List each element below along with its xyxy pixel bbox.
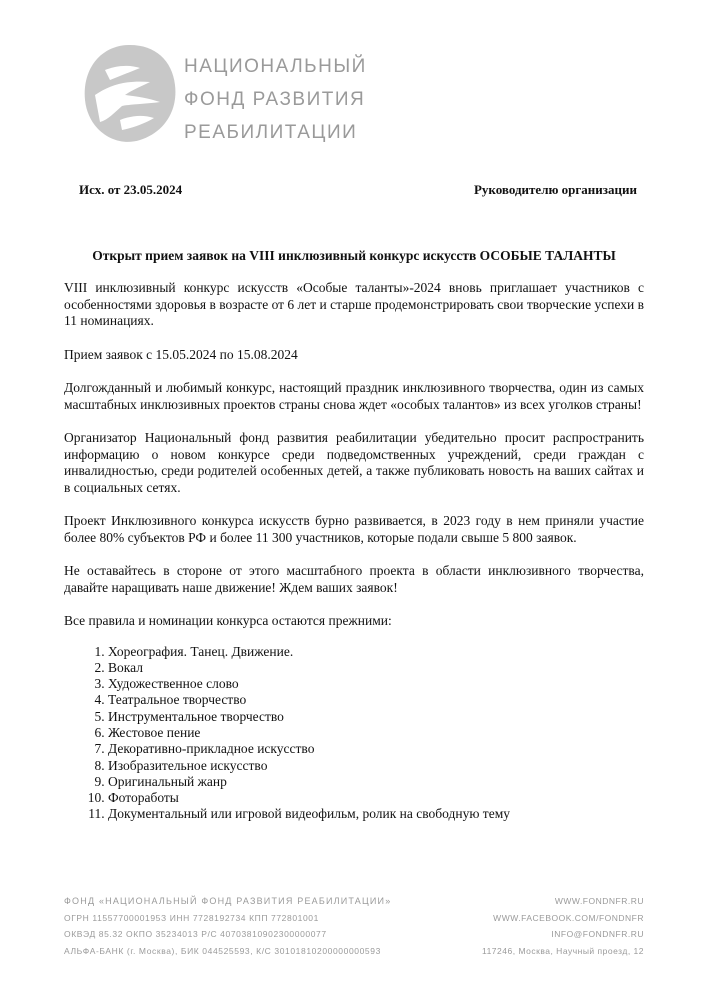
footer-org-name: ФОНД «НАЦИОНАЛЬНЫЙ ФОНД РАЗВИТИЯ РЕАБИЛИТАЦИИ»: [64, 896, 392, 906]
list-item: 7. Декоративно-прикладное искусство: [108, 741, 644, 757]
list-item: 11. Документальный или игровой видеофильм, ролик на свободную тему: [108, 806, 644, 822]
paragraph: VIII инклюзивный конкурс искусств «Особые таланты»-2024 вновь приглашает участников с особенностями здоровья в возрасте от 6 лет и старше продемонстрировать свои творческие успехи в 11 номинациях.: [64, 280, 644, 328]
footer-line: АЛЬФА-БАНК (г. Москва), БИК 044525593, К/С 30101810200000000593: [64, 945, 381, 956]
letter-body: [64, 280, 644, 823]
footer-line: ОГРН 1155770000195З ИНН 7728192734 КПП 772801001: [64, 912, 319, 923]
contacts: [482, 893, 644, 959]
logo-line: РЕАБИЛИТАЦИИ: [184, 122, 358, 143]
list-item: 3. Художественное слово: [108, 676, 644, 692]
address: 117246, Москва, Научный проезд, 12: [481, 945, 644, 956]
paragraph: Проект Инклюзивного конкурса искусств бурно развивается, в 2023 году в нем приняли участие более 80% субъектов РФ и более 11 300 участников, которые подали свыше 5 800 заявок.: [64, 513, 644, 545]
addressee: Руководителю организации: [473, 182, 637, 197]
logo-line: НАЦИОНАЛЬНЫЙ: [184, 56, 367, 77]
letter-title: Открыт прием заявок на VIII инклюзивный конкурс искусств ОСОБЫЕ ТАЛАНТЫ: [92, 248, 616, 263]
paragraph: Не оставайтесь в стороне от этого масштабного проекта в области инклюзивного творчества, давайте наращивать наше движение! Ждем ваших заявок!: [64, 563, 644, 595]
nominations-list: [64, 644, 644, 823]
list-item: 10. Фотоработы: [108, 790, 644, 806]
organization-logo: [80, 40, 367, 150]
paragraph: Организатор Национальный фонд развития реабилитации убедительно просит распространить информацию о новом конкурсе среди подведомственных учреждений, среди граждан с инвалидностью, среди родителей особенных детей, а также публиковать новость на ваших сайтах и в социальных сетях.: [64, 430, 644, 495]
list-item: 8. Изобразительное искусство: [108, 758, 644, 774]
website-link[interactable]: WWW.FONDNFR.RU: [554, 896, 644, 906]
email-link[interactable]: INFO@FONDNFR.RU: [551, 929, 644, 939]
list-item: 6. Жестовое пение: [108, 725, 644, 741]
footer-line: ОКВЭД 85.32 ОКПО 35234013 Р/С 40703810902300000077: [64, 929, 327, 939]
list-item: 5. Инструментальное творчество: [108, 709, 644, 725]
requisites: [64, 893, 391, 959]
list-item: 1. Хореография. Танец. Движение.: [108, 644, 644, 660]
paragraph: Все правила и номинации конкурса остаются прежними:: [64, 613, 392, 628]
paragraph: Долгожданный и любимый конкурс, настоящий праздник инклюзивного творчества, один из самых масштабных инклюзивных проектов страны снова ждет «особых талантов» из всех уголков страны!: [64, 380, 644, 412]
list-item: 4. Театральное творчество: [108, 692, 644, 708]
facebook-link[interactable]: WWW.FACEBOOK.COM/FONDNFR: [493, 912, 644, 923]
logo-line: ФОНД РАЗВИТИЯ: [184, 89, 366, 110]
list-item: 9. Оригинальный жанр: [108, 774, 644, 790]
list-item: 2. Вокал: [108, 660, 644, 676]
paragraph: Прием заявок с 15.05.2024 по 15.08.2024: [64, 346, 298, 362]
hands-logo-icon: [80, 40, 180, 150]
outgoing-reference: Исх. от 23.05.2024: [79, 182, 183, 197]
